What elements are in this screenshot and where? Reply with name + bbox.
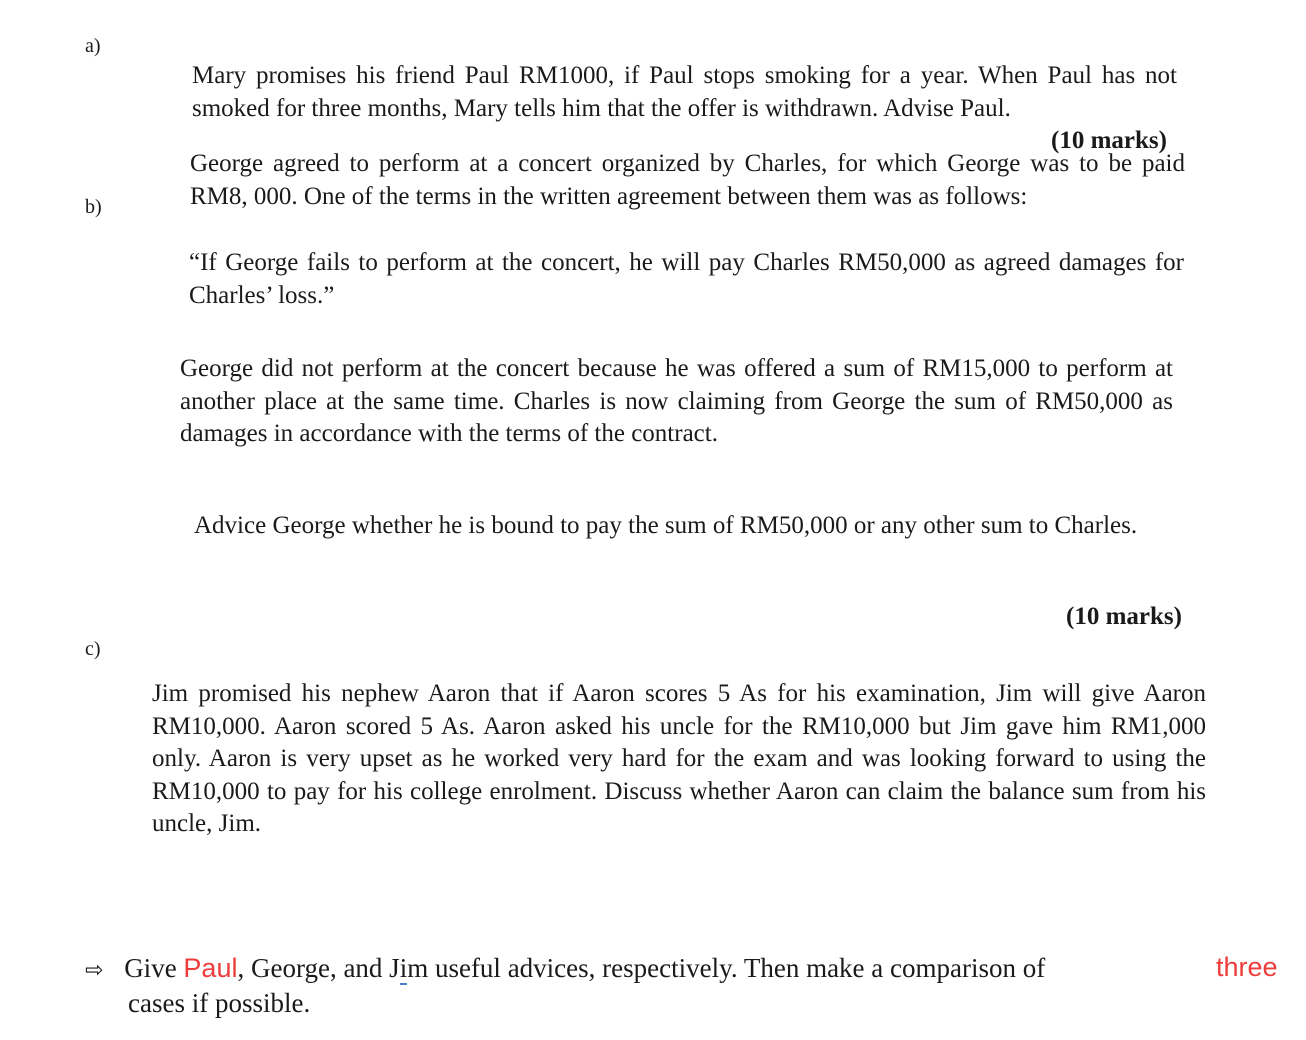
question-b-facts: George did not perform at the concert because he was offered a sum of RM15,000 to perform at another place at the same time. Charles is now claiming from George the sum of RM50,000 as damages in accordance with the terms of the contract. (180, 355, 1173, 447)
question-a-marks: (10 marks) (1051, 127, 1167, 154)
instruction-part1: Give (124, 953, 184, 983)
question-c-label: c) (85, 638, 101, 660)
instruction-highlight-three: three (1216, 952, 1278, 982)
question-b-label: b) (85, 196, 102, 218)
question-a-label: a) (85, 35, 101, 57)
instruction-part4: cases if possible. (128, 988, 311, 1018)
question-c-text: Jim promised his nephew Aaron that if Aaron scores 5 As for his examination, Jim will give Aaron RM10,000. Aaron scored 5 As. Aaron asked his uncle for the RM10,000 but Jim gave him RM1,000 only. Aaron is very upset as he worked very hard for the exam and was looking forward to using the RM10,000 to pay for his college enrolment. Discuss whether Aaron can claim the balance sum from his uncle, Jim. (152, 680, 1206, 837)
instruction-highlight-paul: Paul (183, 953, 238, 983)
instruction-underlined-letter: i (399, 953, 408, 983)
arrow-right-icon: ⇨ (85, 958, 104, 983)
instruction-part2: , George, and J (237, 953, 400, 983)
question-b-task: Advice George whether he is bound to pay the sum of RM50,000 or any other sum to Charles. (194, 512, 1138, 539)
question-a-text: Mary promises his friend Paul RM1000, if Paul stops smoking for a year. When Paul has not smoked for three months, Mary tells him that the offer is withdrawn. Advise Paul. (192, 62, 1177, 122)
question-b-quote: “If George fails to perform at the concert, he will pay Charles RM50,000 as agreed damages for Charles’ loss.” (189, 249, 1184, 309)
question-b-intro: George agreed to perform at a concert organized by Charles, for which George was to be paid RM8, 000. One of the terms in the written agreement between them was as follows: (190, 150, 1185, 210)
instruction-part3: m useful advices, respectively. Then make a comparison of (407, 953, 1046, 983)
instruction (85, 951, 1300, 988)
question-b-marks: (10 marks) (1066, 603, 1182, 630)
